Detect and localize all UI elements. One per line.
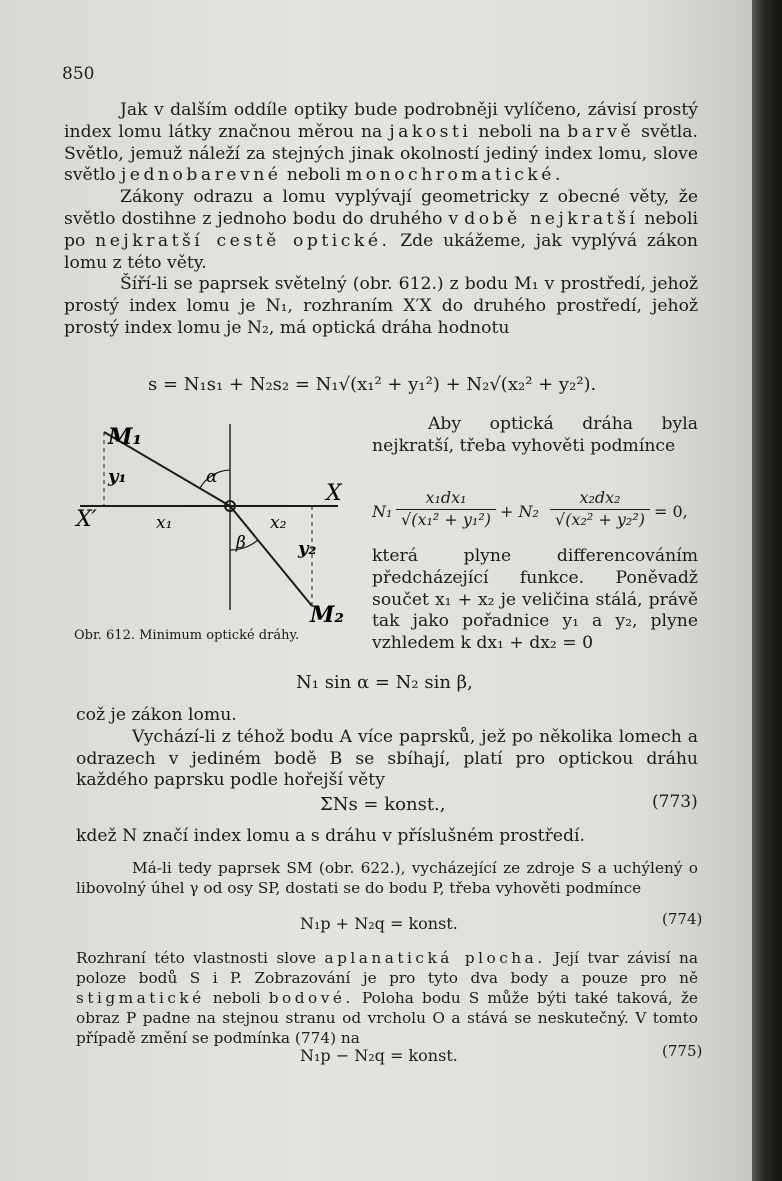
label-y2: y₂ bbox=[298, 538, 317, 559]
label-Xprime: X′ bbox=[76, 507, 97, 532]
paragraph-7: Má-li tedy paprsek SM (obr. 622.), vycházející ze zdroje S a uchýlený o libovolný úhel γ od osy SP, dostati se do bodu P, třeba vyhověti podmínce bbox=[76, 859, 698, 897]
paragraph-4: což je zákon lomu. bbox=[76, 705, 237, 725]
equation-number-773: (773) bbox=[652, 792, 698, 812]
figure-caption: Obr. 612. Minimum optické dráhy. bbox=[74, 628, 300, 643]
side-text-1: Aby optická dráha byla nejkratší, třeba vyhověti podmínce bbox=[372, 414, 698, 456]
equation-number-774: (774) bbox=[662, 910, 703, 928]
paragraph-6-block bbox=[76, 826, 698, 848]
label-M2: M₂ bbox=[310, 602, 344, 628]
eq2-frac1: $\frac{\text{x₁dx₁}}{\text{√(x₁² + y₁²)}}$ bbox=[396, 488, 496, 529]
eq2-plus: + N₂ bbox=[500, 502, 539, 521]
label-alpha: α bbox=[206, 467, 218, 487]
figure-612 bbox=[70, 410, 370, 640]
equation-snell: N₁ sin α = N₂ sin β, bbox=[296, 672, 473, 693]
paragraph-6: kdež N značí index lomu a s dráhu v příslušném prostředí. bbox=[76, 826, 585, 846]
eq2-frac2: $\frac{\text{x₂dx₂}}{\text{√(x₂² + y₂²)}}$ bbox=[550, 488, 650, 529]
paragraph-2: Zákony odrazu a lomu vyplývají geometricky z obecné věty, že světlo dostihne z jednoho bodu do druhého v době nejkratší neboli po nejkratší cestě optické. Zde ukážeme, jak vyplývá zákon lomu z této věty. bbox=[64, 187, 699, 273]
text-block-lower bbox=[76, 705, 698, 792]
equation-774: N₁p + N₂q = konst. bbox=[300, 914, 458, 933]
text-block-top bbox=[64, 100, 698, 340]
label-x2: x₂ bbox=[270, 513, 287, 533]
equation-optical-path: s = N₁s₁ + N₂s₂ = N₁√(x₁² + y₁²) + N₂√(x₂² + y₂²). bbox=[148, 374, 597, 395]
equation-condition bbox=[372, 488, 698, 546]
side-text-2: která plyne differencováním předcházející funkce. Poněvadž součet x₁ + x₂ je veličina stálá, právě tak jako pořadnice y₁ a y₂, plyne vzhledem k dx₁ + dx₂ = 0 bbox=[372, 546, 698, 654]
equation-773: ΣNs = konst., bbox=[320, 794, 446, 815]
label-x1: x₁ bbox=[156, 513, 173, 533]
equation-number-775: (775) bbox=[662, 1042, 703, 1060]
paragraph-8: Rozhraní této vlastnosti slove aplanatická plocha. Její tvar závisí na poloze bodů S i P. Zobrazování je pro tyto dva body a pouze pro ně stigmatické neboli bodové. Poloha bodu S může býti také taková, že obraz P padne na stejnou stranu od vrcholu O a stává se neskutečný. V tomto případě změní se podmínka (774) na bbox=[76, 949, 698, 1047]
eq2-n1: N₁ bbox=[372, 502, 393, 521]
label-M1: M₁ bbox=[108, 424, 142, 450]
label-X: X bbox=[326, 481, 342, 506]
book-spine-shadow bbox=[752, 0, 782, 1181]
label-y1: y₁ bbox=[108, 466, 127, 487]
paragraph-3: Šíří-li se paprsek světelný (obr. 612.) z bodu M₁ v prostředí, jehož prostý index lomu je N₁, rozhraním X′X do druhého prostředí, jehož prostý index lomu je N₂, má optická dráha hodnotu bbox=[64, 274, 698, 338]
page-number: 850 bbox=[62, 64, 95, 84]
paragraph-5: Vychází-li z téhož bodu A více paprsků, jež po několika lomech a odrazech v jediném bodě B se sbíhají, platí pro optickou dráhu každého paprsku podle hořejší věty bbox=[76, 726, 698, 791]
paragraph-1: Jak v dalším oddíle optiky bude podrobněji vylíčeno, závisí prostý index lomu látky značnou měrou na jakosti neboli na barvě světla. Světlo, jemuž náleží za stejných jinak okolností jediný index lomu, slove světlo jednobarevné neboli monochromatické. bbox=[64, 100, 698, 186]
label-beta: β bbox=[236, 533, 246, 553]
small-text-block-2 bbox=[76, 948, 698, 1048]
eq2-end: = 0, bbox=[654, 502, 688, 521]
small-text-block-1 bbox=[76, 858, 698, 898]
equation-775: N₁p − N₂q = konst. bbox=[300, 1046, 458, 1065]
